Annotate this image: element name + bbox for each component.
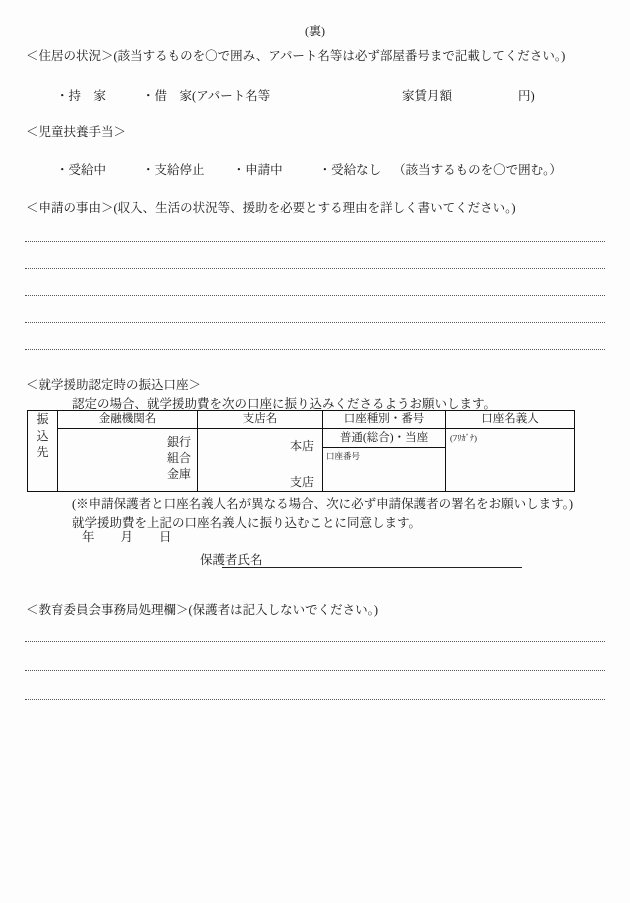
- reason-write-line-4[interactable]: [25, 322, 605, 323]
- allowance-option-applying-bullet: ・: [232, 163, 246, 177]
- housing-options-row: [56, 86, 270, 104]
- signature-row: [200, 550, 263, 568]
- housing-section-heading: ＜住居の状況＞(該当するものを〇で囲み、アパート名等は必ず部屋番号まで記載してください。): [26, 49, 566, 63]
- child-allowance-options-row: [56, 160, 562, 178]
- allowance-circle-note: （該当するものを〇で囲む。）: [393, 163, 562, 177]
- account-type-options[interactable]: 普通(総合)・当座: [323, 429, 445, 448]
- institution-type-bank[interactable]: 銀行: [166, 435, 191, 449]
- institution-type-stack: [167, 435, 191, 482]
- cell-account-holder: [446, 429, 575, 492]
- child-allowance-heading: ＜児童扶養手当＞: [26, 125, 127, 139]
- allowance-option-receiving-bullet: ・: [56, 163, 69, 177]
- board-office-line-1[interactable]: [25, 641, 605, 642]
- institution-type-union[interactable]: 組合: [166, 450, 191, 465]
- board-office-section-heading: ＜教育委員会事務局処理欄＞(保護者は記入しないでください。): [26, 603, 379, 617]
- furikomisaki-char-1: 振: [36, 412, 49, 426]
- row-label-furikomisaki: [28, 411, 58, 492]
- bank-signature-note: (※申請保護者と口座名義人名が異なる場合、次に必ず申請保護者の署名をお願いします。): [72, 497, 574, 511]
- table-header-row: [28, 411, 575, 429]
- housing-option-owned-bullet: ・: [56, 89, 69, 103]
- account-number-label: 口座番号: [326, 451, 361, 461]
- bank-account-table: [27, 410, 575, 492]
- branch-option-shiten[interactable]: 支店: [289, 475, 314, 489]
- bank-section-heading: ＜就学援助認定時の振込口座＞: [26, 378, 202, 392]
- allowance-option-receiving-label[interactable]: 受給中: [68, 163, 107, 177]
- cell-institution-name[interactable]: [58, 429, 198, 492]
- column-header-branch: 支店名: [198, 411, 323, 429]
- rent-amount-label: 家賃月額: [402, 89, 453, 103]
- allowance-option-none-label[interactable]: 受給なし: [331, 163, 382, 177]
- reason-write-line-3[interactable]: [25, 295, 605, 296]
- cell-account-type-number: [323, 429, 446, 492]
- cell-branch-name[interactable]: [198, 429, 323, 492]
- allowance-option-applying-label[interactable]: 申請中: [245, 163, 283, 177]
- column-header-account-holder: 口座名義人: [446, 411, 575, 429]
- reason-section-heading: ＜申請の事由＞(収入、生活の状況等、援助を必要とする理由を詳しく書いてください。): [26, 201, 516, 215]
- date-day-label: 日: [159, 530, 172, 544]
- page-marker: (裏): [305, 24, 325, 38]
- reason-write-line-5[interactable]: [25, 349, 605, 350]
- account-number-field[interactable]: [323, 448, 445, 491]
- consent-date-row[interactable]: [82, 527, 172, 545]
- date-month-label: 月: [120, 530, 134, 544]
- rent-amount-unit: 円): [518, 89, 535, 103]
- branch-option-honten[interactable]: 本店: [289, 439, 314, 453]
- allowance-option-none-bullet: ・: [318, 163, 332, 177]
- account-holder-furigana-label[interactable]: (ﾌﾘｶﾞﾅ): [450, 433, 477, 443]
- furikomisaki-char-2: 込: [36, 428, 49, 443]
- reason-write-line-1[interactable]: [25, 241, 605, 242]
- allowance-option-suspended-label[interactable]: 支給停止: [154, 163, 205, 177]
- institution-type-credit[interactable]: 金庫: [166, 466, 191, 481]
- board-office-line-2[interactable]: [25, 670, 605, 671]
- bank-instruction-text: 認定の場合、就学援助費を次の口座に振り込みくださるようお願いします。: [72, 397, 497, 411]
- housing-option-owned-label[interactable]: 持 家: [68, 89, 107, 103]
- column-header-institution: 金融機関名: [58, 411, 198, 429]
- allowance-option-suspended-bullet: ・: [142, 163, 155, 177]
- date-year-label: 年: [82, 530, 95, 544]
- housing-option-rented-bullet: ・: [142, 89, 155, 103]
- board-office-line-3[interactable]: [25, 699, 605, 700]
- reason-write-line-2[interactable]: [25, 268, 605, 269]
- signature-input-line[interactable]: [272, 567, 522, 568]
- signature-label-underline: [222, 567, 272, 568]
- account-holder-name-field[interactable]: [446, 447, 574, 491]
- signature-label: 保護者氏名: [200, 553, 263, 567]
- housing-option-rented-label[interactable]: 借 家(アパート名等: [154, 89, 271, 103]
- table-row: [28, 429, 575, 492]
- bank-consent-text: 就学援助費を上記の口座名義人に振り込むことに同意します。: [72, 516, 422, 530]
- furikomisaki-char-3: 先: [36, 445, 49, 460]
- column-header-account-type: 口座種別・番号: [323, 411, 446, 429]
